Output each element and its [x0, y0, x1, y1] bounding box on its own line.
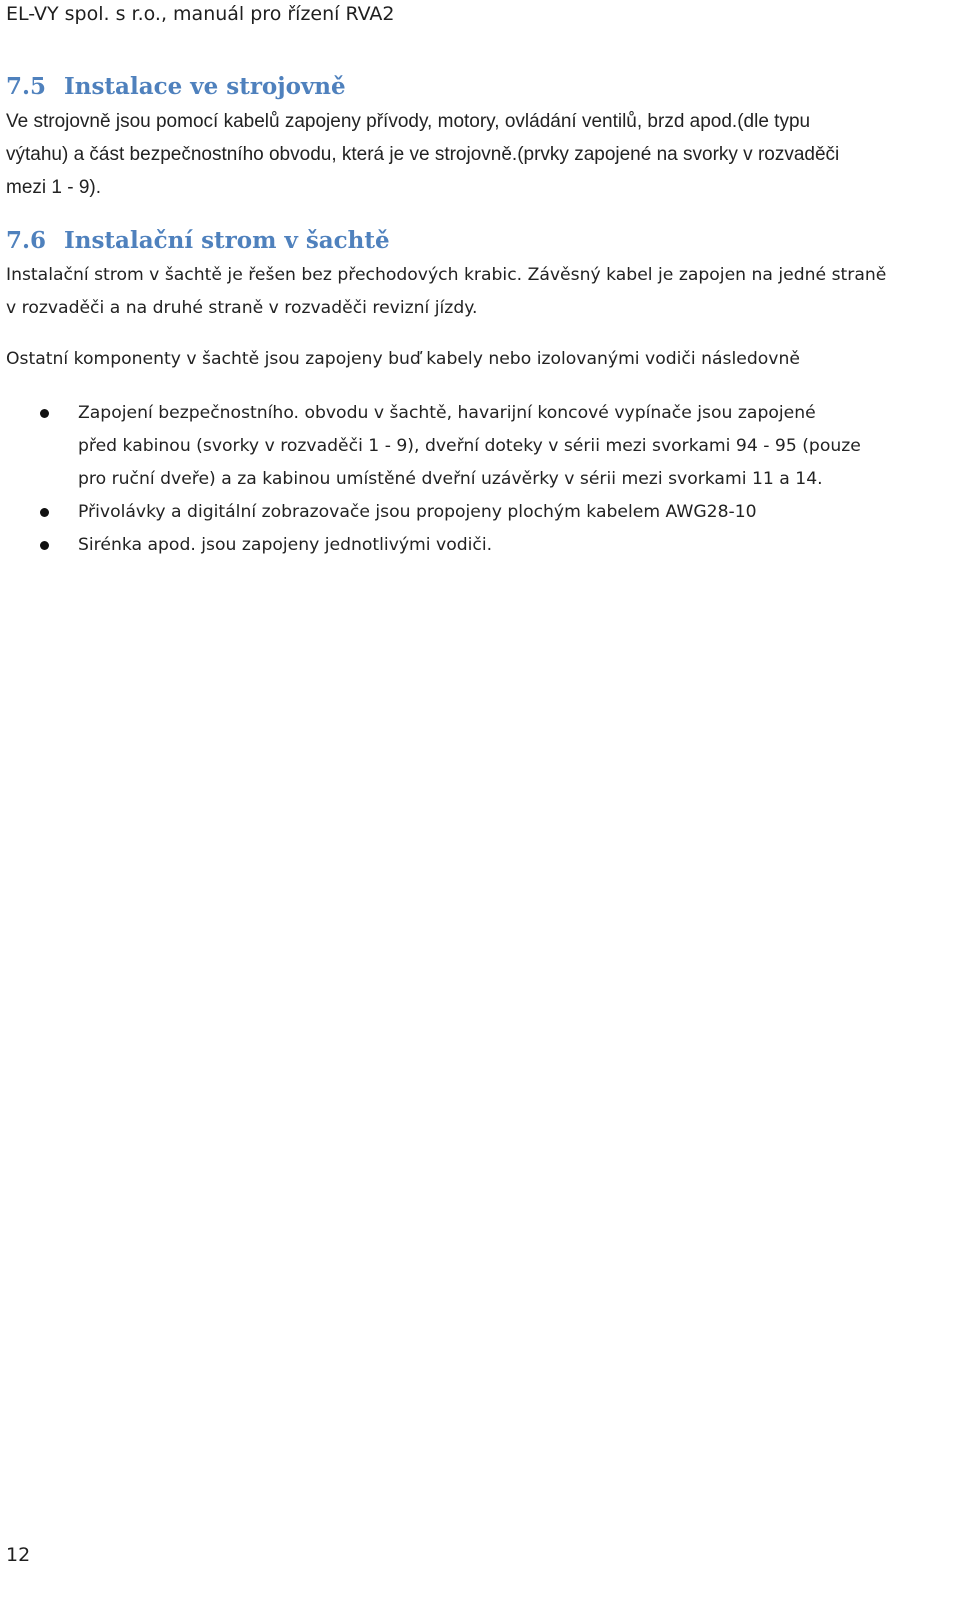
list-item: [0, 496, 950, 529]
paragraph-line: v rozvaděči a na druhé straně v rozvaděči revizní jízdy.: [6, 298, 478, 318]
components-intro: [6, 343, 946, 376]
section-7-5-paragraph: [6, 105, 946, 204]
list-item: [0, 397, 950, 496]
components-bullet-list: [0, 397, 950, 562]
running-header: EL-VY spol. s r.o., manuál pro řízení RVA2: [6, 3, 395, 25]
bullet-icon: [40, 508, 49, 517]
section-title: Instalační strom v šachtě: [64, 227, 390, 254]
paragraph-line: výtahu) a část bezpečnostního obvodu, která je ve strojovně.(prvky zapojené na svorky v rozvaděči: [6, 144, 840, 165]
list-item-line: Zapojení bezpečnostního. obvodu v šachtě, havarijní koncové vypínače jsou zapojené: [78, 403, 816, 423]
bullet-icon: [40, 541, 49, 550]
list-item-line: před kabinou (svorky v rozvaděči 1 - 9), dveřní doteky v sérii mezi svorkami 94 - 95 (pouze: [78, 436, 861, 456]
paragraph-line: mezi 1 - 9).: [6, 177, 102, 198]
list-item-line: Přivolávky a digitální zobrazovače jsou propojeny plochým kabelem AWG28-10: [78, 502, 757, 522]
section-heading-7-5: [6, 72, 346, 102]
list-item-line: pro ruční dveře) a za kabinou umístěné dveřní uzávěrky v sérii mezi svorkami 11 a 14.: [78, 469, 823, 489]
intro-line: Ostatní komponenty v šachtě jsou zapojeny buď kabely nebo izolovanými vodiči následovně: [6, 349, 800, 369]
list-item: [0, 529, 950, 562]
paragraph-line: Instalační strom v šachtě je řešen bez přechodových krabic. Závěsný kabel je zapojen na jedné straně: [6, 265, 887, 285]
bullet-icon: [40, 409, 49, 418]
section-number: 7.5: [6, 73, 47, 100]
section-title: Instalace ve strojovně: [64, 73, 346, 100]
section-heading-7-6: [6, 226, 390, 256]
paragraph-line: Ve strojovně jsou pomocí kabelů zapojeny přívody, motory, ovládání ventilů, brzd apod.(dle typu: [6, 111, 811, 132]
list-item-line: Sirénka apod. jsou zapojeny jednotlivými vodiči.: [78, 535, 493, 555]
section-number: 7.6: [6, 227, 47, 254]
page-number: 12: [6, 1544, 31, 1566]
section-7-6-paragraph: [6, 259, 946, 325]
